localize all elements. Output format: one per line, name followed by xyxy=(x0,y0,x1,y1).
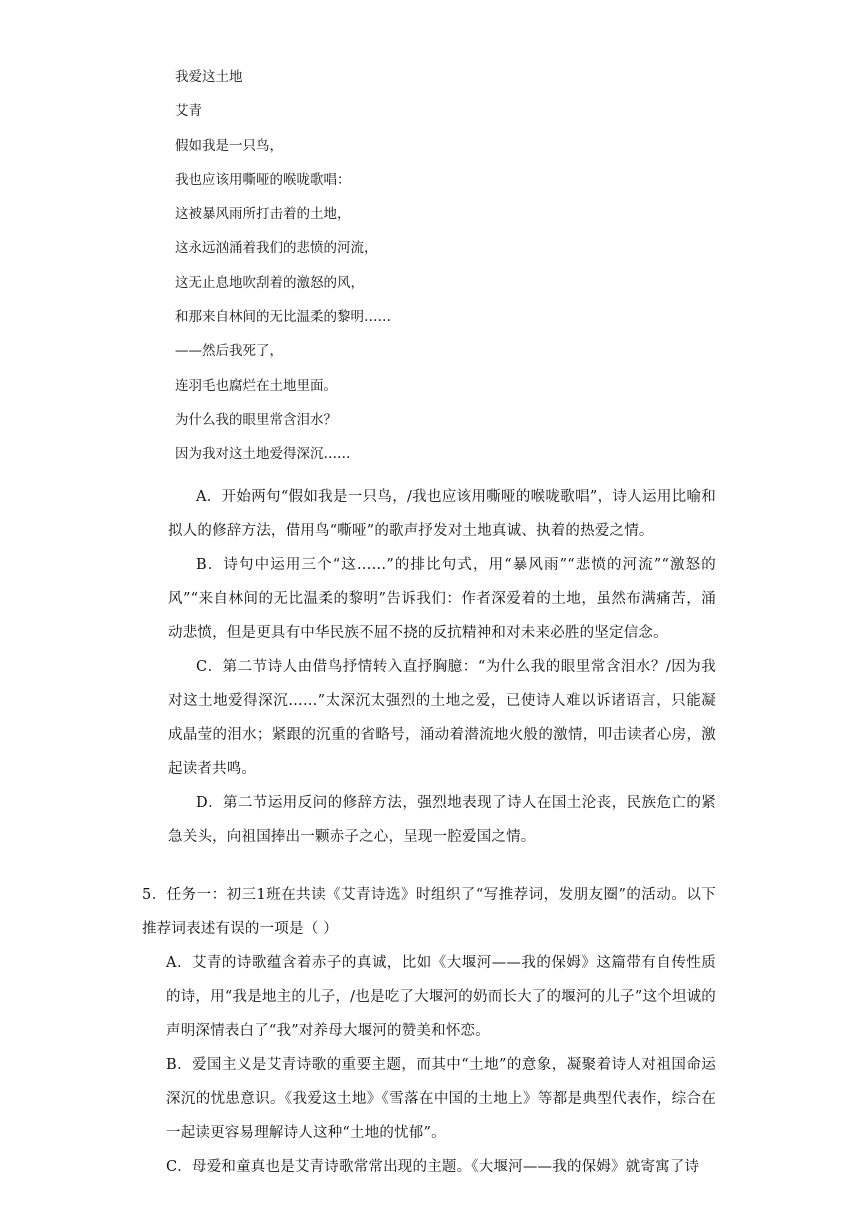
poem-line: 这永远汹涌着我们的悲愤的河流， xyxy=(175,240,378,257)
poem-title: 我爱这土地 xyxy=(175,69,243,85)
option-b: B．诗句中运用三个“这……”的排比句式，用“暴风雨”“悲愤的河流”“激怒的风”“来自林间的无比温柔的黎明”告诉我们：作者深爱着的土地，虽然布满痛苦，涌动悲愤，但是更具有中华民族不屈不挠的反抗精神和对未来必胜的坚定信念。 xyxy=(168,557,716,641)
question-4-options xyxy=(168,480,716,854)
poem-line: 连羽毛也腐烂在土地里面。 xyxy=(175,377,337,394)
question-5 xyxy=(142,878,716,1184)
poem-line: 因为我对这土地爱得深沉…… xyxy=(175,446,351,463)
option-d: D．第二节运用反问的修辞方法，强烈地表现了诗人在国土沦丧，民族危亡的紧急关头，向祖国捧出一颗赤子之心，呈现一腔爱国之情。 xyxy=(168,795,716,845)
poem-line: 这无止息地吹刮着的激怒的风， xyxy=(175,274,364,291)
option-c: C．母爱和童真也是艾青诗歌常常出现的主题。《大堰河——我的保姆》就寄寓了诗 xyxy=(166,1159,700,1175)
poem-line: 和那来自林间的无比温柔的黎明…… xyxy=(175,309,391,326)
option-a: A．开始两句“假如我是一只鸟，/我也应该用嘶哑的喉咙歌唱”，诗人运用比喻和拟人的修辞方法，借用鸟“嘶哑”的歌声抒发对土地真诚、执着的热爱之情。 xyxy=(168,489,716,539)
poem-line: 假如我是一只鸟， xyxy=(175,137,283,154)
option-a: A．艾青的诗歌蕴含着赤子的真诚，比如《大堰河——我的保姆》这篇带有自传性质的诗，用“我是地主的儿子，/也是吃了大堰河的奶而长大了的堰河的儿子”这个坦诚的声明深情表白了“我”对养母大堰河的赞美和怀恋。 xyxy=(166,955,716,1039)
poem-line: 为什么我的眼里常含泪水？ xyxy=(175,411,337,428)
option-c: C．第二节诗人由借鸟抒情转入直抒胸臆：“为什么我的眼里常含泪水？/因为我对这土地爱得深沉……”太深沉太强烈的土地之爱，已使诗人难以诉诸语言，只能凝成晶莹的泪水；紧跟的沉重的省略号，涌动着潜流地火般的激情，叩击读者心房，激起读者共鸣。 xyxy=(168,659,716,777)
option-b: B．爱国主义是艾青诗歌的重要主题，而其中“土地”的意象，凝聚着诗人对祖国命运深沉的忧患意识。《我爱这土地》《雪落在中国的土地上》等都是典型代表作，综合在一起读更容易理解诗人这种“土地的忧郁”。 xyxy=(166,1057,716,1141)
poem-line: 我也应该用嘶哑的喉咙歌唱： xyxy=(175,171,351,188)
poem-block xyxy=(175,68,775,480)
question-5-stem: 5．任务一：初三1班在共读《艾青诗选》时组织了“写推荐词，发朋友圈”的活动。以下推荐词表述有误的一项是（ ） xyxy=(142,887,716,937)
poem-line: 这被暴风雨所打击着的土地， xyxy=(175,206,351,223)
poem-line: ——然后我死了， xyxy=(175,343,283,360)
poem-author: 艾青 xyxy=(175,103,202,120)
